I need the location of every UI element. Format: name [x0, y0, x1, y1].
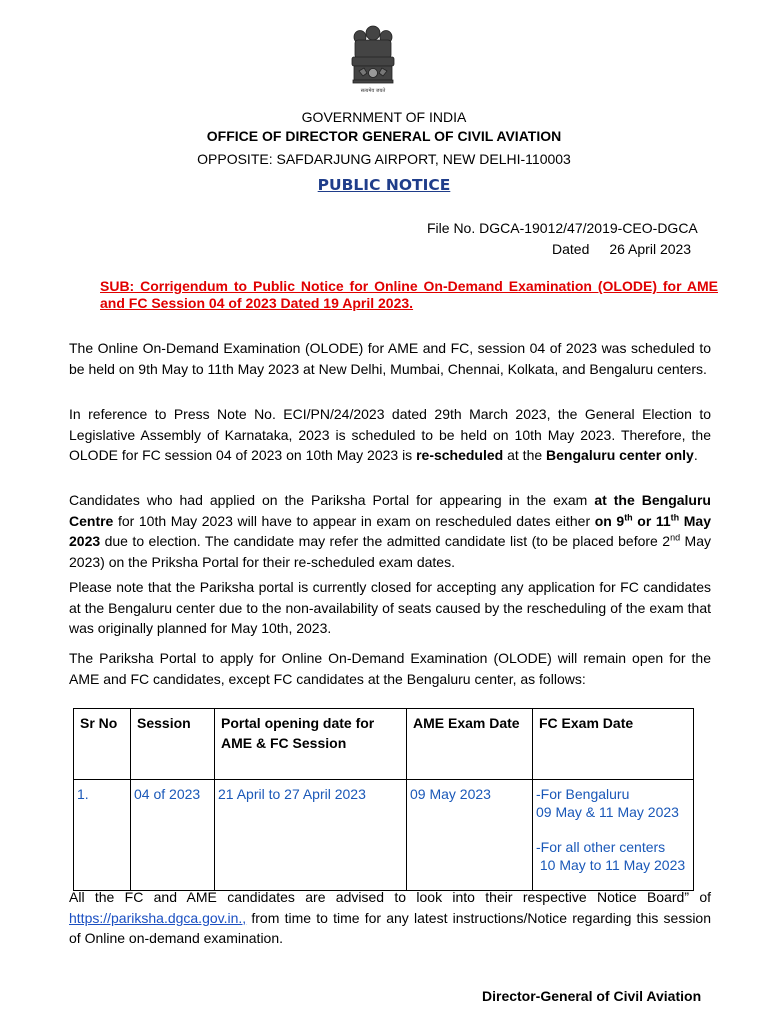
page-title: PUBLIC NOTICE	[317, 176, 451, 194]
paragraph-1: The Online On-Demand Examination (OLODE) for AME and FC, session 04 of 2023 was scheduled to be held on 9th May to 11th May 2023 at New Delhi, Mumbai, Chennai, Kolkata, and Bengaluru centers.	[69, 340, 711, 377]
fc-bengaluru-label: -For Bengaluru	[536, 786, 630, 802]
cell-portal-dates: 21 April to 27 April 2023	[215, 780, 407, 891]
header-ame-exam-date: AME Exam Date	[407, 709, 533, 780]
paragraph-2	[69, 404, 711, 466]
cell-ame-date: 09 May 2023	[407, 780, 533, 891]
cell-session: 04 of 2023	[131, 780, 215, 891]
paragraph-2-text: In reference to Press Note No. ECI/PN/24/2023 dated 29th March 2023, the General Election to Legislative Assembly of Karnataka, 2023 is scheduled to be held on 10th May 2023. Therefore, the OLODE for FC session 04 of 2023 on 10th May 2023 is	[69, 406, 711, 464]
state-emblem-icon	[346, 24, 400, 96]
signature-designation: Director-General of Civil Aviation	[482, 988, 702, 1004]
table-row	[74, 780, 694, 891]
dated-value: 26 April 2023	[609, 241, 692, 257]
paragraph-3-text: for 10th May 2023 will have to appear in exam on rescheduled dates either	[113, 512, 595, 529]
paragraph-4: Please note that the Pariksha portal is currently closed for accepting any application for FC candidates at the Bengaluru center due to the non-availability of seats caused by the rescheduling of the exam that was originally planned for May 10th, 2023.	[69, 579, 711, 637]
header-portal-opening: Portal opening date for AME & FC Session	[215, 709, 407, 780]
file-number: File No. DGCA-19012/47/2019-CEO-DGCA	[427, 220, 698, 236]
paragraph-6-text: from time to time for any latest instructions/Notice regarding this session of Online on-demand examination.	[69, 909, 711, 947]
paragraph-3	[69, 490, 711, 572]
pariksha-portal-link[interactable]: https://pariksha.dgca.gov.in.,	[69, 909, 247, 926]
paragraph-6-text: All the FC and AME candidates are advised to look into their respective Notice Board” of	[69, 889, 711, 905]
dated-line	[552, 241, 691, 257]
rescheduled-dates-emphasis: on 9th or 11th May 2023	[69, 511, 711, 550]
paragraph-3-text: May 2023) on the Priksha Portal for their re-scheduled exam dates.	[69, 533, 711, 570]
fc-other-label: -For all other centers	[536, 839, 666, 855]
header-office: OFFICE OF DIRECTOR GENERAL OF CIVIL AVIATION	[206, 128, 562, 144]
cell-fc-dates	[533, 780, 694, 891]
header-session: Session	[131, 709, 215, 780]
paragraph-6	[69, 887, 711, 949]
header-sr-no: Sr No	[74, 709, 131, 780]
paragraph-3-text: Candidates who had applied on the Pariksha Portal for appearing in the exam	[69, 492, 595, 508]
header-fc-exam-date: FC Exam Date	[533, 709, 694, 780]
bengaluru-centre-emphasis: at the Bengaluru Centre	[69, 492, 711, 529]
paragraph-2-text: .	[693, 447, 698, 464]
paragraph-5: The Pariksha Portal to apply for Online On-Demand Examination (OLODE) will remain open for the AME and FC candidates, except FC candidates at the Bengaluru center, as follows:	[69, 650, 711, 687]
superscript: nd	[670, 532, 681, 543]
header-government: GOVERNMENT OF INDIA	[301, 109, 467, 125]
fc-other-dates: 10 May to 11 May 2023	[536, 857, 686, 873]
rescheduled-emphasis: re-scheduled	[416, 447, 504, 464]
svg-text:सत्यमेव जयते: सत्यमेव जयते	[360, 88, 386, 94]
paragraph-2-text: at the	[503, 447, 547, 464]
header-address: OPPOSITE: SAFDARJUNG AIRPORT, NEW DELHI-110003	[197, 151, 571, 167]
bengaluru-emphasis: Bengaluru center only	[546, 447, 694, 464]
subject-line: SUB: Corrigendum to Public Notice for Online On-Demand Examination (OLODE) for AME and FC Session 04 of 2023 Dated 19 April 2023.	[100, 278, 718, 311]
schedule-table	[73, 708, 694, 891]
paragraph-3-text: due to election. The candidate may refer the admitted candidate list (to be placed before 2	[100, 533, 671, 550]
dated-label: Dated	[552, 241, 590, 257]
table-header-row	[74, 709, 694, 780]
cell-sr-no: 1.	[74, 780, 131, 891]
fc-bengaluru-dates: 09 May & 11 May 2023	[536, 804, 679, 820]
